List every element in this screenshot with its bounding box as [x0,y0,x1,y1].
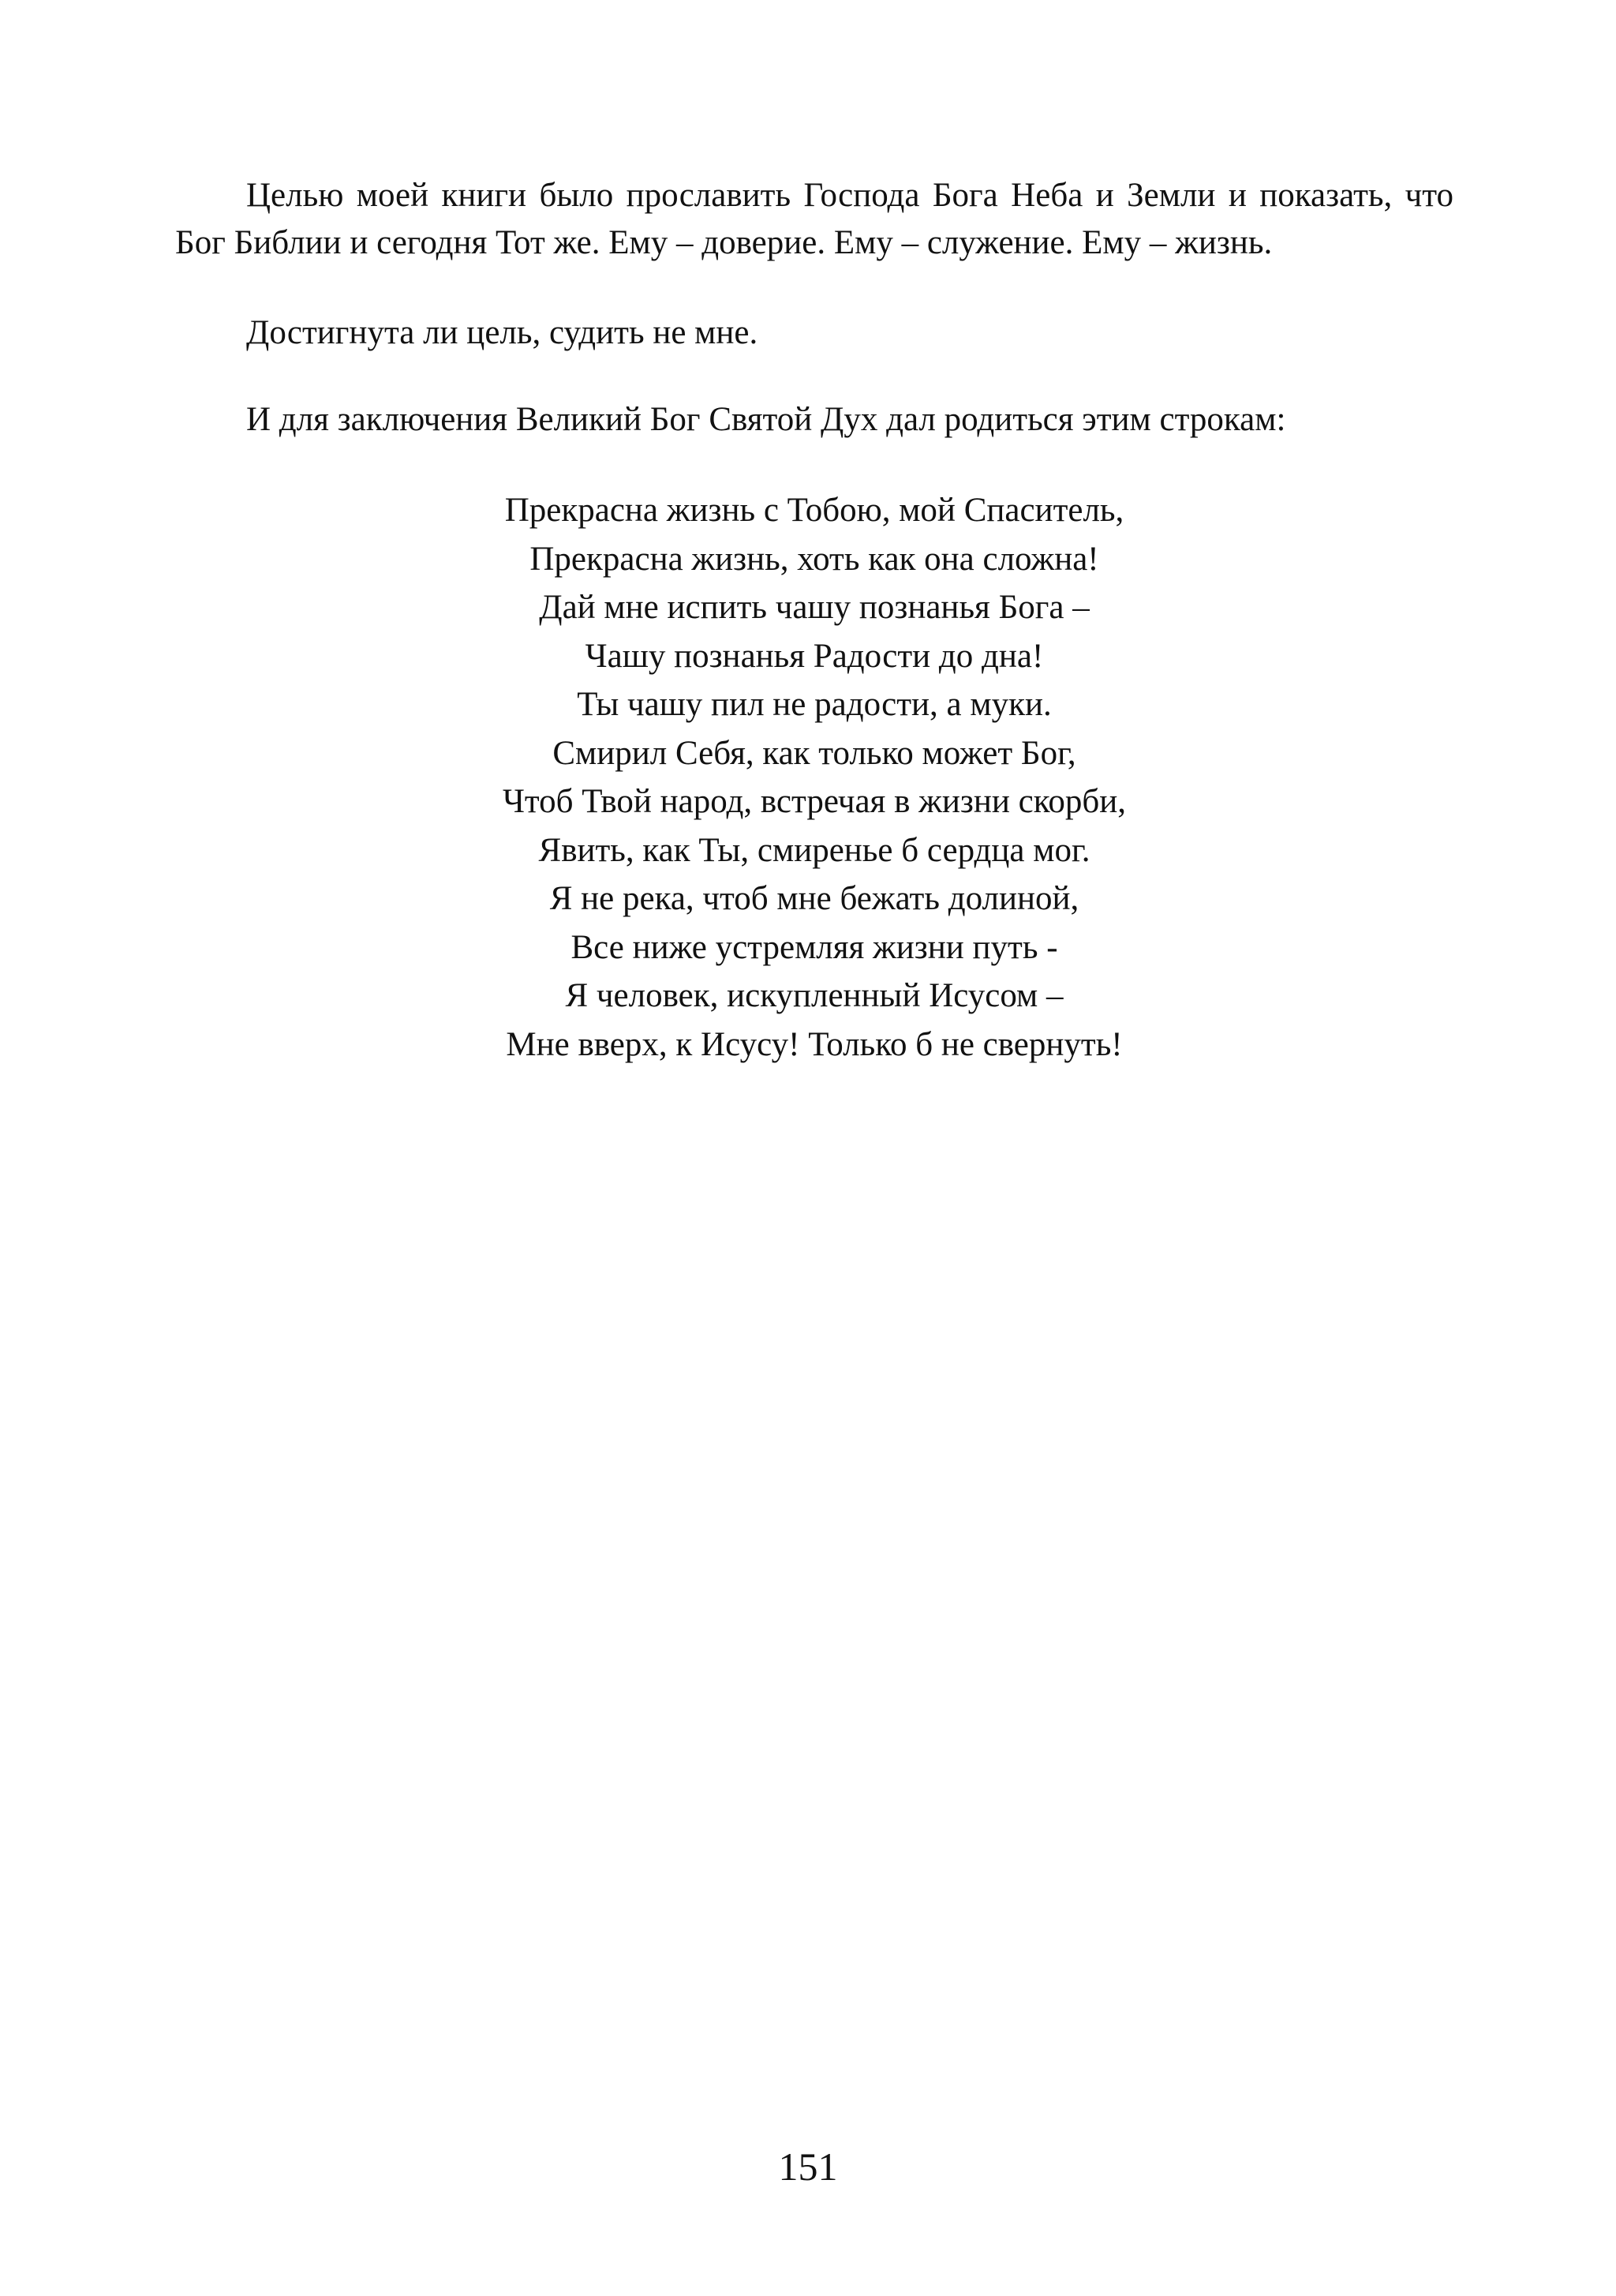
poem-line: Я человек, искупленный Исусом – [565,977,1064,1014]
poem-line: Все ниже устремляя жизни путь - [570,928,1058,966]
intro-paragraph: Целью моей книги было прославить Господа Бога Неба и Земли и показать, что Бог Библии и сегодня Тот же. Ему – доверие. Ему – служение. Ему – жизнь. [175,177,1453,261]
poem-line: Ты чашу пил не радости, а муки. [577,686,1052,723]
poem-line: Явить, как Ты, смиренье б сердца мог. [538,831,1090,869]
poem-line: Прекрасна жизнь, хоть как она сложна! [529,540,1099,578]
poem-line: Прекрасна жизнь с Тобою, мой Спаситель, [504,492,1124,529]
poem-line: Мне вверх, к Исусу! Только б не свернуть! [506,1025,1123,1063]
poem-line: Я не река, чтоб мне бежать долиной, [549,880,1079,917]
page-number: 151 [778,2144,838,2189]
poem-line: Чтоб Твой народ, встречая в жизни скорби, [502,783,1127,820]
poem-line: Смирил Себя, как только может Бог, [552,734,1076,772]
poem-line: Дай мне испить чашу познанья Бога – [539,589,1090,626]
poem-intro-paragraph: И для заключения Великий Бог Святой Дух дал родиться этим строкам: [246,401,1286,438]
poem [175,486,1453,1069]
poem-line: Чашу познанья Радости до дна! [585,637,1044,675]
conclusion-paragraph: Достигнута ли цель, судить не мне. [246,314,758,351]
